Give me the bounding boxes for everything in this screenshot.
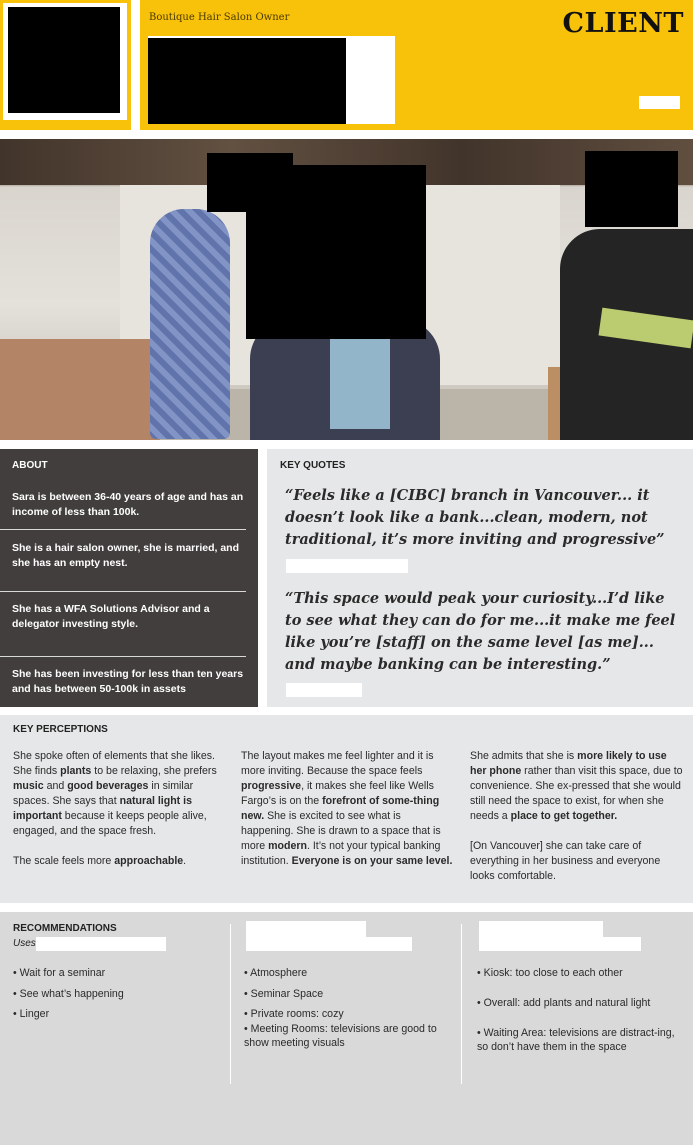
list-item: • Overall: add plants and natural light	[477, 997, 651, 1009]
column-2-heading-redacted	[246, 937, 412, 951]
about-item: She has a WFA Solutions Advisor and a delegator investing style.	[12, 603, 210, 630]
list-item: • Wait for a seminar	[13, 967, 106, 979]
about-divider	[0, 656, 246, 657]
quote-1: “Feels like a [CIBC] branch in Vancouver... it doesn’t look like a bank...clean, modern, not traditional, it’s more inviting and progressive”	[285, 487, 665, 548]
photo-redaction-2	[246, 165, 426, 339]
header-banner	[140, 0, 693, 130]
list-item: • Linger	[13, 1008, 50, 1020]
about-title: ABOUT	[12, 460, 48, 471]
key-perceptions-title: KEY PERCEPTIONS	[13, 724, 108, 735]
list-item: • Meeting Rooms: televisions are good to show meeting visuals	[244, 1023, 437, 1049]
photo-redaction-3	[585, 151, 678, 227]
recommendations-subtitle: Uses	[13, 938, 36, 949]
about-divider	[0, 591, 246, 592]
perceptions-paragraph: The layout makes me feel lighter and it is more inviting. Because the space feels progressive, it makes she feel like Wells Fargo’s is on the forefront of some-thing new. She is excited to see what is happening. She is drawn to a space that is more modern. It’s not your typical banking institution. Everyone is on your same level.	[241, 750, 453, 867]
perceptions-column-2	[241, 749, 455, 884]
quote-2: “This space would peak your curiosity...I’d like to see what they can do for me...it make me feel like you’re [staff] on the same level [as me]... and maybe banking can be interesting.”	[285, 590, 676, 673]
about-divider	[0, 529, 246, 530]
perceptions-column-3	[470, 749, 686, 899]
column-divider	[230, 924, 231, 1084]
list-item: • Atmosphere	[244, 967, 308, 979]
column-3-heading-redacted	[479, 937, 641, 951]
perceptions-paragraph: The scale feels more approachable.	[13, 855, 187, 867]
subtitle-redacted	[36, 937, 166, 951]
client-role: Boutique Hair Salon Owner	[149, 12, 290, 23]
quote-1-attribution-redacted	[286, 559, 408, 573]
list-item: • Private rooms: cozy	[244, 1008, 344, 1020]
about-panel	[0, 449, 258, 707]
name-redacted	[148, 38, 346, 124]
persona-label: CLIENT	[562, 8, 684, 39]
column-2-heading-redacted	[246, 921, 366, 937]
list-item: • Kiosk: too close to each other	[477, 967, 623, 979]
quote-2-attribution-redacted	[286, 683, 362, 697]
recommendations-title: RECOMMENDATIONS	[13, 923, 117, 934]
perceptions-column-1	[13, 749, 225, 884]
key-quotes-panel	[267, 449, 693, 707]
portrait-redacted	[8, 7, 120, 113]
column-divider	[461, 924, 462, 1084]
about-item: She is a hair salon owner, she is married, and she has an empty nest.	[12, 542, 240, 569]
about-item: Sara is between 36-40 years of age and has an income of less than 100k.	[12, 491, 244, 518]
key-perceptions-panel	[0, 715, 693, 903]
key-quotes-title: KEY QUOTES	[280, 460, 346, 471]
column-3-heading-redacted	[479, 921, 603, 937]
about-item: She has been investing for less than ten years and has between 50-100k in assets	[12, 668, 244, 695]
recommendations-panel	[0, 912, 693, 1145]
interview-photo	[0, 139, 693, 440]
list-item: • Waiting Area: televisions are distract-ing, so don’t have them in the space	[477, 1027, 675, 1053]
perceptions-paragraph: [On Vancouver] she can take care of everything in her business and everyone looks comfortable.	[470, 840, 661, 882]
tag-redacted	[639, 96, 680, 109]
list-item: • See what’s happening	[13, 988, 124, 1000]
list-item: • Seminar Space	[244, 988, 324, 1000]
perceptions-paragraph: She admits that she is more likely to use her phone rather than visit this space, due to convenience. She ex-pressed that she would still need the space to exist, for when she needs a place to get together.	[470, 750, 683, 822]
header-photo-panel	[0, 0, 131, 130]
perceptions-paragraph: She spoke often of elements that she likes. She finds plants to be relaxing, she prefers music and good beverages in similar spaces. She says that natural light is important because it keeps people alive, engaged, and the space fresh.	[13, 750, 217, 837]
